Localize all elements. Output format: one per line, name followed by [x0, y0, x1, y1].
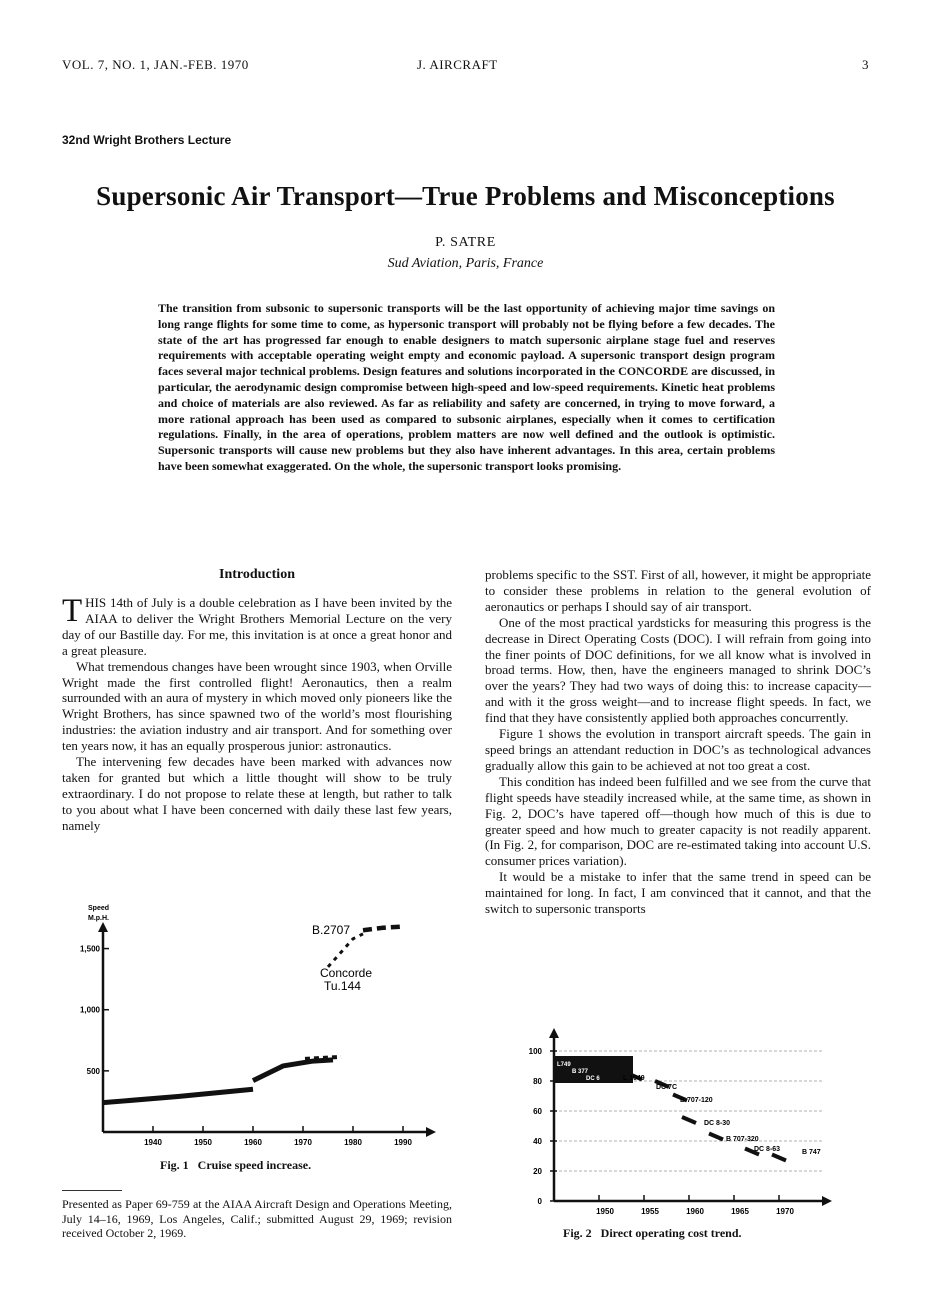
fig1-series-line: [328, 934, 363, 967]
fig2-point-mark: [772, 1155, 786, 1161]
right-paragraph-1: problems specific to the SST. First of all, however, it might be appropriate to consider these problems in relation to the general evolution of aeronautics or perhaps I should say of air transport.: [485, 567, 871, 614]
fig2-x-tick-label: 1960: [686, 1207, 704, 1216]
fig2-label-dc6: DC 6: [586, 1076, 600, 1082]
fig2-point-mark: [682, 1117, 696, 1123]
fig1-caption-label: Fig. 1: [160, 1158, 189, 1172]
fig1-x-tick-label: 1970: [294, 1138, 312, 1147]
fig1-y-tick-label: 1,500: [79, 944, 100, 954]
fig1-x-tick-label: 1940: [144, 1138, 162, 1147]
section-heading-introduction: Introduction: [219, 567, 295, 582]
fig1-series-line: [363, 927, 403, 931]
fig1-y-tick-label: 1,000: [79, 1005, 100, 1015]
fig2-label-l1049: L 1049: [623, 1075, 645, 1082]
fig1-x-tick-label: 1950: [194, 1138, 212, 1147]
fig2-label-b747: B 747: [802, 1149, 821, 1156]
fig2-y-tick-label: 80: [533, 1077, 542, 1086]
fig2-label-b377: B 377: [572, 1069, 589, 1075]
fig2-label-l749: L749: [557, 1062, 571, 1068]
fig1-x-axis-arrow: [426, 1127, 436, 1137]
fig1-y-tick-label: 500: [86, 1066, 100, 1076]
fig1-label-concorde: Concorde: [320, 966, 373, 980]
intro-paragraph-3: The intervening few decades have been marked with advances now taken for granted but which a little thought will show to be truly extraordinary. I do not propose to relate these at length, but rather to talk to you about what I have been concerned with daily these last few years, namely: [62, 754, 452, 833]
right-column-text: [485, 567, 871, 917]
fig2-label-dc8-30: DC 8-30: [704, 1120, 731, 1127]
fig2-label-b707-320: B 707-320: [726, 1136, 759, 1143]
page-number: 3: [862, 57, 869, 72]
right-paragraph-4: This condition has indeed been fulfilled and we see from the curve that flight speeds have steadily increased while, at the same time, as shown in Fig. 2, DOC’s have tapered off—though how much of this is due to greater speed and how much to greater capacity is not readily apparent. (In Fig. 2, for comparison, DOC are re-estimated taking into account U.S. consumer prices variation).: [485, 773, 871, 869]
fig2-x-tick-label: 1955: [641, 1207, 659, 1216]
figure-1-caption: [160, 1158, 311, 1173]
fig1-y-axis-arrow: [98, 922, 108, 932]
fig1-x-tick-label: 1990: [394, 1138, 412, 1147]
fig1-series-line: [103, 1089, 253, 1102]
fig2-y-tick-label: 20: [533, 1167, 542, 1176]
figure-1-chart: [62, 898, 452, 1150]
fig1-label-tu144: Tu.144: [324, 979, 361, 993]
fig1-label-b2707: B.2707: [312, 923, 351, 937]
running-header-volume: VOL. 7, NO. 1, JAN.-FEB. 1970: [62, 57, 249, 72]
right-paragraph-5: It would be a mistake to infer that the same trend in speed can be maintained for long. In fact, I am convinced that it cannot, and that the switch to supersonic transports: [485, 869, 871, 917]
footnote: Presented as Paper 69-759 at the AIAA Aircraft Design and Operations Meeting, July 14–16, 1969, Los Angeles, Calif.; submitted August 29, 1969; revision received October 2, 1969.: [62, 1197, 452, 1240]
fig2-y-tick-label: 60: [533, 1107, 542, 1116]
drop-cap: T: [62, 593, 83, 629]
author-name: P. SATRE: [435, 235, 496, 250]
right-paragraph-2: One of the most practical yardsticks for measuring this progress is the decrease in Direct Operating Costs (DOC). I will refrain from going into the finer points of DOC definitions, for we all know what is involved in broad terms. How, then, have the engineers managed to shrink DOC’s over the years? They had two ways of doing this: to increase capacity—and with it the gross weight—and to increase flight speeds. In fact, we find that they have consistently applied both approaches concurrently.: [485, 614, 871, 726]
running-header-journal: J. AIRCRAFT: [417, 57, 498, 72]
abstract: The transition from subsonic to supersonic transports will be the last opportunity of achieving major time savings on long range flights for some time to come, as hypersonic transport will probably not be flying before a few decades. The state of the art has progressed far enough to enable designers to match supersonic airplane stage fuel and reserves requirements with acceptable operating weight empty and economic payload. A supersonic transport design program faces several major technical problems. Design features and solutions incorporated in the CONCORDE are discussed, in particular, the aerodynamic design compromise between high-speed and low-speed requirements. Kinetic heat problems and choice of materials are also reviewed. As far as reliability and safety are concerned, in trying to move forward, a more rational approach has been used as compared to subsonic airplanes, especially when it comes to certification regulations. Finally, in the area of operations, problem matters are now well defined and the outlook is optimistic. Supersonic transports will cause new problems but they also have inherent advantages. In this area, certain problems have been somewhat exaggerated. On the whole, the supersonic transport looks promising.: [158, 301, 775, 473]
fig1-ylabel-line2: M.p.H.: [88, 915, 109, 922]
right-paragraph-3: Figure 1 shows the evolution in transport aircraft speeds. The gain in speed brings an attendant reduction in DOC’s as technological advances gradually allow this gain to be achieved at not too great a cost.: [485, 726, 871, 773]
figure-2-chart: [520, 1026, 840, 1221]
figure-2-caption: [563, 1226, 742, 1241]
intro-paragraph-1: [62, 595, 452, 659]
fig2-label-b707-120: B 707-120: [680, 1097, 713, 1104]
fig1-x-tick-label: 1960: [244, 1138, 262, 1147]
fig2-label-dc7c: DC 7C: [656, 1084, 678, 1091]
footnote-rule: [62, 1190, 122, 1191]
fig2-x-axis-arrow: [822, 1196, 832, 1206]
left-column-text: [62, 595, 452, 834]
fig2-label-dc8-63: DC 8-63: [754, 1146, 781, 1153]
fig2-y-axis-arrow: [549, 1028, 559, 1038]
fig1-series-line: [253, 1060, 333, 1081]
paper-title: Supersonic Air Transport—True Problems and Misconceptions: [96, 181, 835, 211]
fig2-x-tick-label: 1950: [596, 1207, 614, 1216]
fig2-point-mark: [709, 1134, 723, 1140]
fig1-caption-text: Cruise speed increase.: [197, 1158, 312, 1172]
fig1-x-tick-label: 1980: [344, 1138, 362, 1147]
intro-paragraph-1-text: HIS 14th of July is a double celebration as I have been invited by the AIAA to deliver the Wright Brothers Memorial Lecture on the very day of our Bastille day. For me, this invitation is at once a great honor and a great pleasure.: [62, 595, 452, 658]
fig2-y-tick-label: 0: [537, 1197, 542, 1206]
fig2-caption-label: Fig. 2: [563, 1226, 592, 1240]
lecture-label: 32nd Wright Brothers Lecture: [62, 133, 232, 147]
fig1-ylabel-line1: Speed: [88, 905, 110, 912]
fig2-y-tick-label: 40: [533, 1137, 542, 1146]
fig2-y-tick-label: 100: [528, 1047, 542, 1056]
author-affiliation: Sud Aviation, Paris, France: [387, 256, 544, 271]
intro-paragraph-2: What tremendous changes have been wrought since 1903, when Orville Wright made the first controlled flight! Aeronautics, then a realm surrounded with an aura of mystery in which moved only pioneers like the Wright Brothers, has since spawned two of the world’s most flourishing industries: the aviation industry and air transport. And for something over ten years now, it has an equally prosperous junior: astronautics.: [62, 658, 452, 754]
fig2-x-tick-label: 1970: [776, 1207, 794, 1216]
fig2-x-tick-label: 1965: [731, 1207, 749, 1216]
fig2-caption-text: Direct operating cost trend.: [600, 1226, 742, 1240]
